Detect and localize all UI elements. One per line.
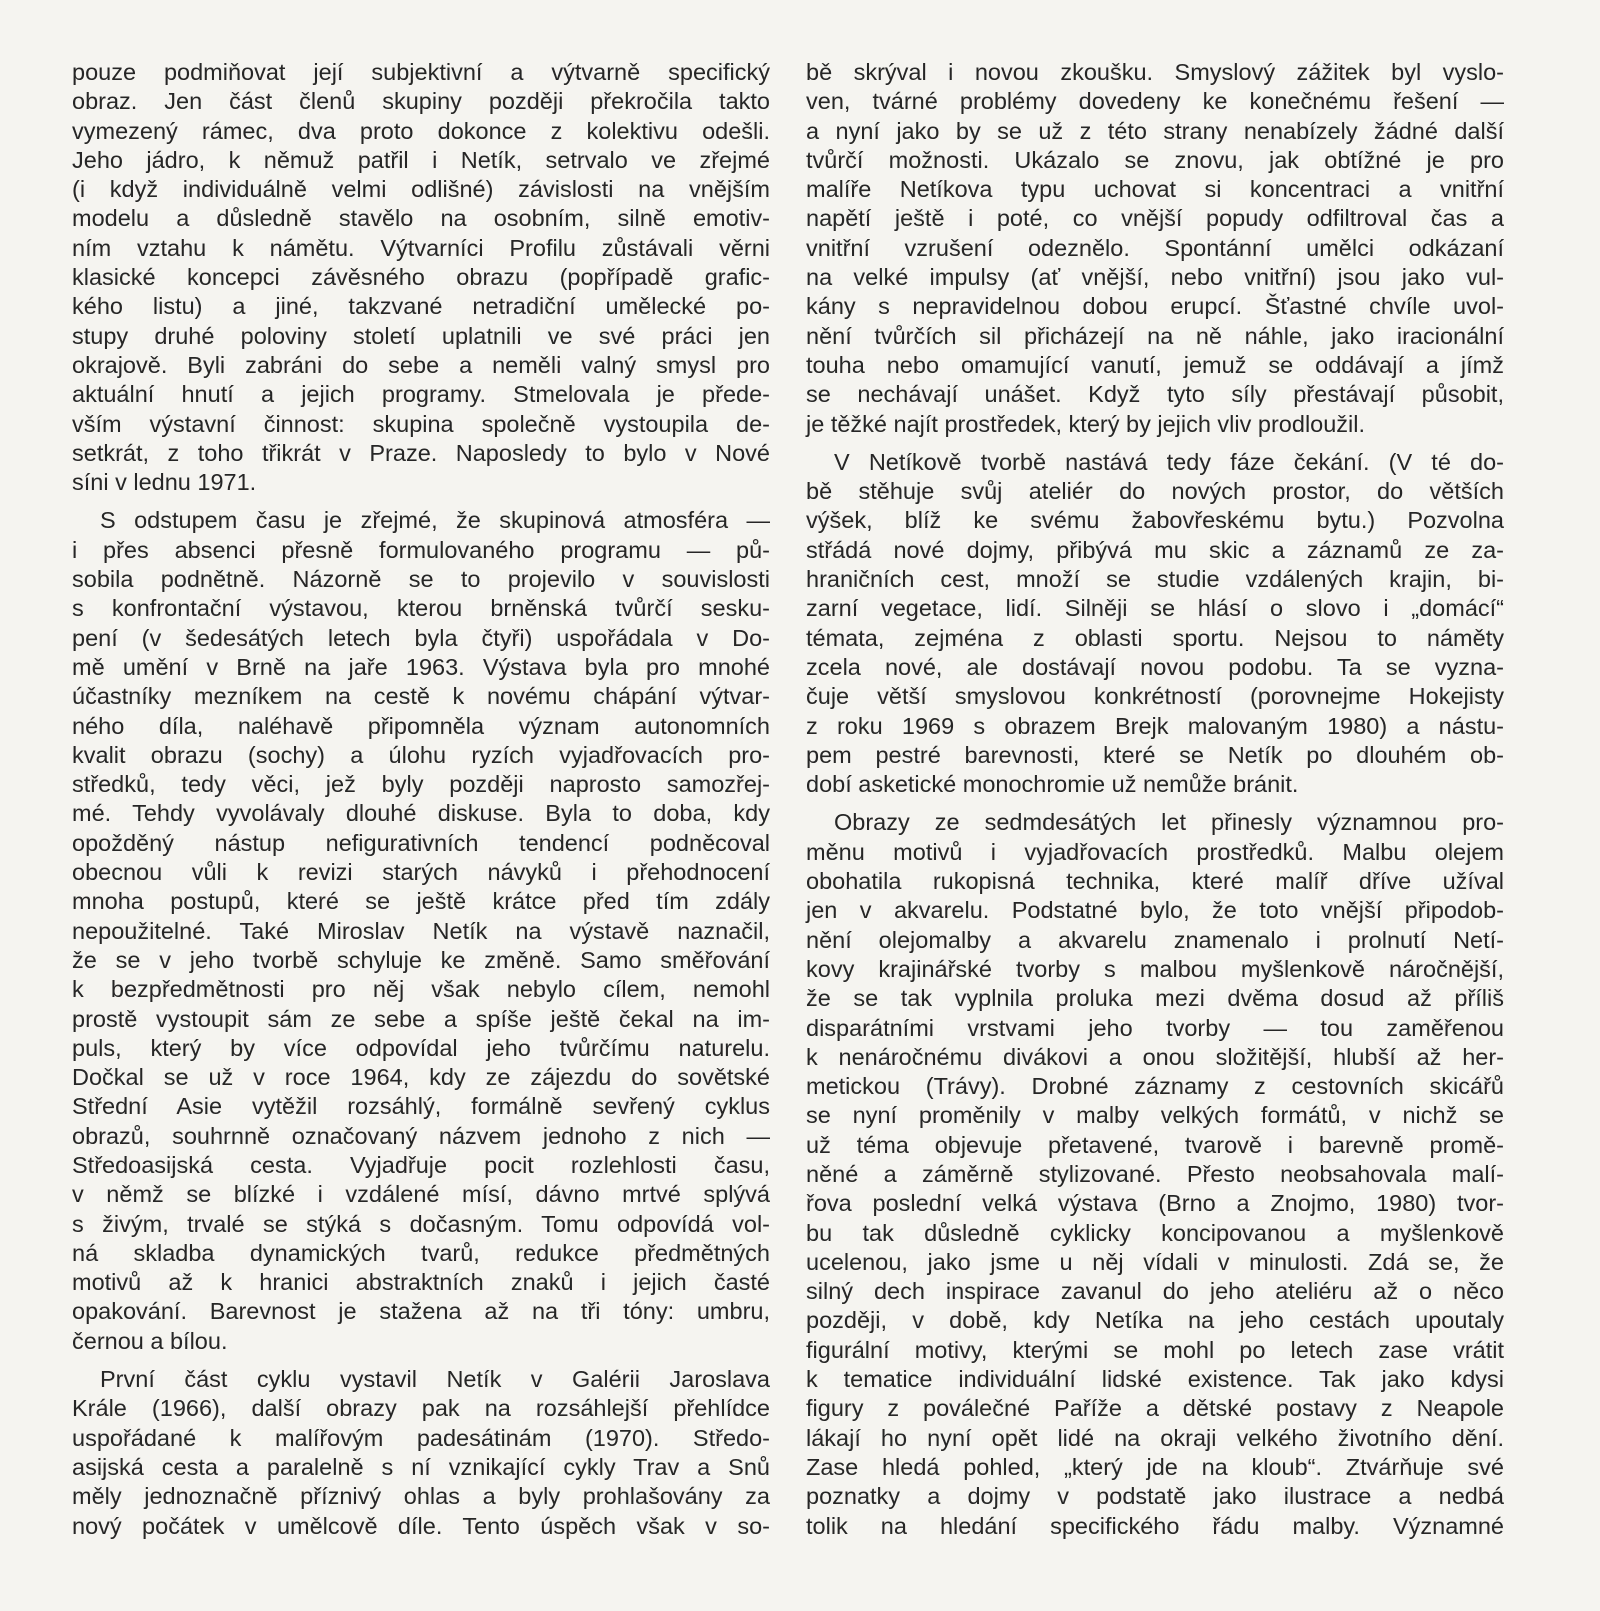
text-line: pouze podmiňovat její subjektivní a výtvarně specifický [72, 59, 770, 85]
text-line: silný dech inspirace zavanul do jeho ateliéru až o něco [806, 1278, 1504, 1305]
text-line: kány s nepravidelnou dobou erupcí. Šťastné chvíle uvol- [806, 293, 1504, 320]
text-line: Obrazy ze sedmdesátých let přinesly významnou pro- [834, 809, 1504, 836]
text-line: ním vztahu k námětu. Výtvarníci Profilu zůstávali věrni [72, 234, 770, 261]
paragraph [72, 58, 770, 497]
text-line: ucelenou, jako jsme u něj vídali v minulosti. Zdá se, že [806, 1248, 1504, 1275]
text-line: bě stěhuje svůj ateliér do nových prostor, do větších [806, 478, 1504, 505]
text-line: metickou (Trávy). Drobné záznamy z cestovních skicářů [806, 1073, 1504, 1100]
text-column-left [72, 58, 770, 1550]
text-line: něné a záměrně stylizované. Přesto neobsahovala malí- [806, 1160, 1504, 1187]
text-line: zarní vegetace, lidí. Silněji se hlásí o slovo i „domácí“ [806, 595, 1504, 622]
text-line: poznatky a dojmy v podstatě jako ilustrace a nedbá [806, 1483, 1504, 1510]
paragraph [806, 808, 1504, 1540]
text-line: s živým, trvalé se stýká s dočasným. Tomu odpovídá vol- [72, 1210, 770, 1237]
text-line: setkrát, z toho třikrát v Praze. Naposledy to bylo v Nové [72, 439, 770, 466]
text-line: prostě vystoupit sám ze sebe a spíše ještě čekal na im- [72, 1005, 770, 1032]
text-line: malíře Netíkova typu uchovat si koncentraci a vnitřní [806, 176, 1504, 203]
text-line: síni v lednu 1971. [72, 469, 257, 496]
text-line: obrazů, souhrnně označovaný názvem jednoho z nich — [72, 1122, 770, 1149]
text-line: tolik na hledání specifického řádu malby. Významné [806, 1512, 1504, 1539]
text-line: klasické koncepci závěsného obrazu (popřípadě grafic- [72, 264, 770, 291]
text-line: Zase hledá pohled, „který jde na kloub“. Ztvárňuje své [806, 1453, 1504, 1480]
text-line: lákají ho nyní opět lidé na okraji velkého životního dění. [806, 1424, 1504, 1451]
text-line: aktuální hnutí a jejich programy. Stmelovala je přede- [72, 381, 770, 408]
text-line: černou a bílou. [72, 1327, 228, 1354]
text-line: k bezpředmětnosti pro něj však nebylo cílem, nemohl [72, 976, 770, 1003]
text-line: bu tak důsledně cyklicky koncipovanou a myšlenkově [806, 1219, 1504, 1246]
text-line: touha nebo omamující vanutí, jemuž se oddávají a jímž [806, 351, 1504, 378]
text-line: středků, tedy věci, jež byly později naprosto samozřej- [72, 771, 770, 798]
text-line: v němž se blízké i vzdálené mísí, dávno mrtvé splývá [72, 1181, 770, 1208]
text-line: mé. Tehdy vyvolávaly dlouhé diskuse. Byla to doba, kdy [72, 800, 770, 827]
paragraph [72, 1365, 770, 1541]
text-line: bě skrýval i novou zkoušku. Smyslový zážitek byl vyslo- [806, 59, 1504, 85]
text-line: k nenáročnému divákovi a onou složitější, hlubší až her- [806, 1043, 1504, 1070]
text-line: kovy krajinářské tvorby s malbou myšlenkově náročnější, [806, 955, 1504, 982]
text-line: S odstupem času je zřejmé, že skupinová atmosféra — [100, 507, 770, 534]
text-line: opožděný nástup nefigurativních tendencí podněcoval [72, 829, 770, 856]
text-line: měly jednoznačně příznivý ohlas a byly prohlašovány za [72, 1483, 770, 1510]
text-line: Krále (1966), další obrazy pak na rozsáhlejší přehlídce [72, 1395, 770, 1422]
text-line: Dočkal se už v roce 1964, kdy ze zájezdu do sovětské [72, 1064, 770, 1091]
text-line: účastníky mezníkem na cestě k novému chápání výtvar- [72, 683, 770, 710]
text-line: jen v akvarelu. Podstatné bylo, že toto vnější připodob- [806, 897, 1504, 924]
text-line: stupy druhé poloviny století uplatnili ve své práci jen [72, 322, 770, 349]
text-line: mnoha postupů, které se ještě krátce před tím zdály [72, 888, 770, 915]
text-line: obecnou vůli k revizi starých návyků i přehodnocení [72, 859, 770, 886]
text-line: je těžké najít prostředek, který by jejich vliv prodloužil. [806, 410, 1366, 437]
text-line: už téma objevuje přetavené, tvarově i barevně promě- [806, 1131, 1504, 1158]
text-line: k tematice individuální lidské existence. Tak jako kdysi [806, 1366, 1504, 1393]
text-line: a nyní jako by se už z této strany nenabízely žádné další [806, 117, 1504, 144]
text-line: ného díla, naléhavě připomněla význam autonomních [72, 712, 770, 739]
text-line: disparátními vrstvami jeho tvorby — tou zaměřenou [806, 1014, 1504, 1041]
text-line: puls, který by více odpovídal jeho tvůrčímu naturelu. [72, 1034, 770, 1061]
text-line: (i když individuálně velmi odlišné) závislosti na vnějším [72, 176, 770, 203]
text-line: měnu motivů i vyjadřovacích prostředků. Malbu olejem [806, 838, 1504, 865]
text-line: pem pestré barevnosti, které se Netík po dlouhém ob- [806, 741, 1504, 768]
text-line: že se tak vyplnila proluka mezi dvěma dosud až příliš [806, 985, 1504, 1012]
text-line: kého listu) a jiné, takzvané netradiční umělecké po- [72, 293, 770, 320]
paragraph [72, 506, 770, 1356]
text-line: nový počátek v umělcově díle. Tento úspěch však v so- [72, 1512, 770, 1539]
text-line: na velké impulsy (ať vnější, nebo vnitřní) jsou jako vul- [806, 264, 1504, 291]
text-line: výšek, blíž ke svému žabovřeskému bytu.) Pozvolna [806, 507, 1504, 534]
text-line: střádá nové dojmy, přibývá mu skic a záznamů ze za- [806, 536, 1504, 563]
text-line: že se v jeho tvorbě schyluje ke změně. Samo směřování [72, 946, 770, 973]
text-line: vším výstavní činnost: skupina společně vystoupila de- [72, 410, 770, 437]
text-line: uspořádané k malířovým padesátinám (1970). Středo- [72, 1424, 770, 1451]
text-line: se nyní proměnily v malby velkých formátů, v nichž se [806, 1102, 1504, 1129]
text-line: obraz. Jen část členů skupiny později překročila takto [72, 88, 770, 115]
text-line: ná skladba dynamických tvarů, redukce předmětných [72, 1239, 770, 1266]
text-line: čuje větší smyslovou konkrétností (porovnejme Hokejisty [806, 683, 1504, 710]
text-line: s konfrontační výstavou, kterou brněnská tvůrčí sesku- [72, 595, 770, 622]
text-line: motivů až k hranici abstraktních znaků i jejich časté [72, 1269, 770, 1296]
text-line: témata, zejména z oblasti sportu. Nejsou to náměty [806, 624, 1504, 651]
text-line: tvůrčí možnosti. Ukázalo se znovu, jak obtížné je pro [806, 146, 1504, 173]
text-line: vnitřní vzrušení odeznělo. Spontánní umělci odkázaní [806, 234, 1504, 261]
text-line: nění tvůrčích sil přicházejí na ně náhle, jako iracionální [806, 322, 1504, 349]
text-line: První část cyklu vystavil Netík v Galérii Jaroslava [100, 1366, 770, 1393]
text-line: z roku 1969 s obrazem Brejk malovaným 1980) a nástu- [806, 712, 1504, 739]
text-line: nění olejomalby a akvarelu znamenalo i prolnutí Netí- [806, 926, 1504, 953]
text-line: figury z poválečné Paříže a dětské postavy z Neapole [806, 1395, 1504, 1422]
text-line: V Netíkově tvorbě nastává tedy fáze čekání. (V té do- [834, 448, 1504, 475]
text-line: okrajově. Byli zabráni do sebe a neměli valný smysl pro [72, 351, 770, 378]
text-line: dobí asketické monochromie už nemůže bránit. [806, 771, 1299, 798]
text-line: se nechávají unášet. Když tyto síly přestávají působit, [806, 381, 1504, 408]
paragraph [806, 58, 1504, 439]
paragraph [806, 448, 1504, 800]
text-line: figurální motivy, kterými se mohl po letech zase vrátit [806, 1336, 1504, 1363]
text-line: modelu a důsledně stavělo na osobním, silně emotiv- [72, 205, 770, 232]
text-line: i přes absenci přesně formulovaného programu — pů- [72, 536, 770, 563]
text-column-right [806, 58, 1504, 1550]
text-line: napětí ještě i poté, co vnější popudy odfiltroval čas a [806, 205, 1504, 232]
text-line: vymezený rámec, dva proto dokonce z kolektivu odešli. [72, 117, 770, 144]
text-line: hraničních cest, množí se studie vzdálených krajin, bi- [806, 566, 1504, 593]
text-line: Jeho jádro, k němuž patřil i Netík, setrvalo ve zřejmé [72, 146, 770, 173]
text-line: opakování. Barevnost je stažena až na tři tóny: umbru, [72, 1298, 770, 1325]
text-line: Středoasijská cesta. Vyjadřuje pocit rozlehlosti času, [72, 1151, 770, 1178]
text-line: mě umění v Brně na jaře 1963. Výstava byla pro mnohé [72, 653, 770, 680]
text-line: sobila podnětně. Názorně se to projevilo v souvislosti [72, 566, 770, 593]
text-line: obohatila rukopisná technika, které malíř dříve užíval [806, 868, 1504, 895]
text-line: později, v době, kdy Netíka na jeho cestách upoutaly [806, 1307, 1504, 1334]
text-line: kvalit obrazu (sochy) a úlohu ryzích vyjadřovacích pro- [72, 741, 770, 768]
text-line: nepoužitelné. Také Miroslav Netík na výstavě naznačil, [72, 917, 770, 944]
text-line: pení (v šedesátých letech byla čtyři) uspořádala v Do- [72, 624, 770, 651]
text-line: asijská cesta a paralelně s ní vznikající cykly Trav a Snů [72, 1453, 770, 1480]
text-line: zcela nové, ale dostávají novou podobu. Ta se vyzna- [806, 653, 1504, 680]
text-line: Střední Asie vytěžil rozsáhlý, formálně sevřený cyklus [72, 1093, 770, 1120]
text-line: ven, tvárné problémy dovedeny ke konečnému řešení — [806, 88, 1504, 115]
text-line: řova poslední velká výstava (Brno a Znojmo, 1980) tvor- [806, 1190, 1504, 1217]
